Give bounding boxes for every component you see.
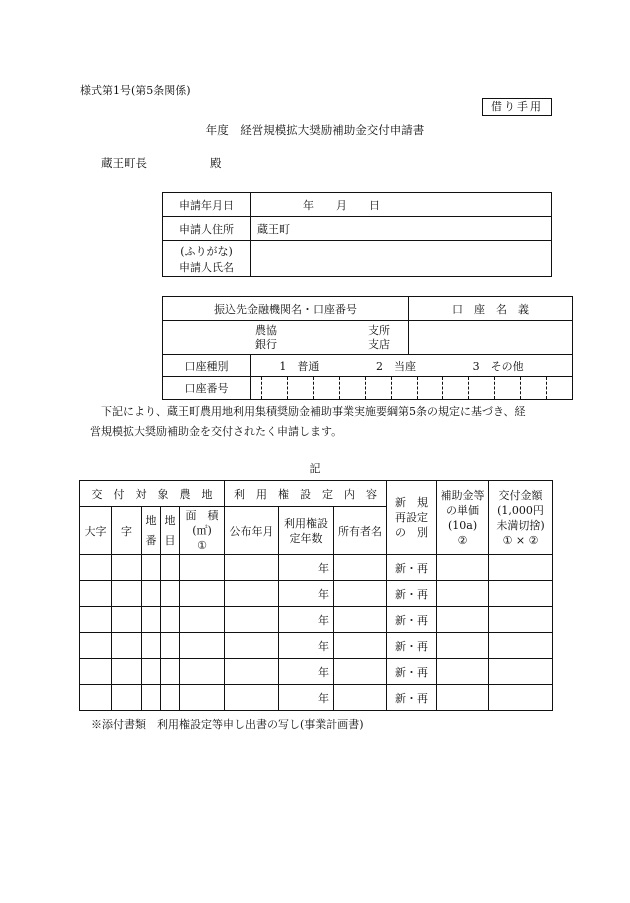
header-date: 公布年月 [225, 507, 279, 555]
account-type-options[interactable] [251, 355, 573, 377]
years-cell[interactable]: 年 [279, 607, 334, 633]
years-cell[interactable]: 年 [279, 659, 334, 685]
header-amount: 交付金額 (1,000円 未満切捨) ① × ② [489, 481, 553, 555]
shiten-text: 支店 [368, 337, 390, 351]
shisho-text: 支所 [368, 323, 390, 337]
badge-borrower: 借り手用 [482, 98, 552, 116]
institution-label: 振込先金融機関名・口座番号 [163, 297, 409, 321]
header-target: 交 付 対 象 農 地 [80, 481, 225, 507]
holder-label: 口 座 名 義 [409, 297, 573, 321]
header-unit-price: 補助金等 の単価 (10a) ② [437, 481, 489, 555]
bank-table [162, 296, 573, 400]
attachment-note: ※添付書類 利用権設定等申し出書の写し(事業計画書) [91, 718, 364, 731]
honorific: 殿 [210, 156, 222, 170]
years-cell[interactable]: 年 [279, 633, 334, 659]
institution-field[interactable] [163, 321, 409, 355]
kind-cell[interactable]: 新・再 [387, 581, 437, 607]
account-number-label: 口座番号 [163, 377, 251, 400]
table-row [80, 659, 553, 685]
holder-field[interactable] [409, 321, 573, 355]
bank-text: 銀行 [255, 337, 277, 351]
header-years: 利用権設 定年数 [279, 507, 334, 555]
header-oaza: 大字 [80, 507, 112, 555]
header-area: 面 積 (㎡) ① [180, 507, 225, 555]
kind-cell[interactable]: 新・再 [387, 659, 437, 685]
account-type-label: 口座種別 [163, 355, 251, 377]
table-row [80, 555, 553, 581]
table-row [80, 607, 553, 633]
notice-text [90, 402, 555, 442]
table-row [80, 685, 553, 711]
addressee: 蔵王町長 [101, 156, 147, 170]
account-number-field[interactable] [251, 377, 573, 400]
years-cell[interactable]: 年 [279, 555, 334, 581]
notice-line-2: 営規模拡大奨励補助金を交付されたく申請します。 [90, 425, 343, 438]
notice-line-1: 下記により、蔵王町農用地利用集積奨励金補助事業実施要綱第5条の規定に基づき、経 [101, 405, 526, 418]
kind-cell[interactable]: 新・再 [387, 633, 437, 659]
ki-heading: 記 [309, 462, 321, 475]
applicant-table [162, 192, 552, 277]
applicant-name-label: 申請人氏名 [179, 260, 234, 274]
name-field[interactable] [251, 241, 552, 277]
table-row [80, 633, 553, 659]
years-cell[interactable]: 年 [279, 685, 334, 711]
farmland-table [79, 480, 553, 711]
table-row [80, 581, 553, 607]
header-right: 利 用 権 設 定 内 容 [225, 481, 387, 507]
header-aza: 字 [112, 507, 142, 555]
address-label: 申請人住所 [163, 217, 251, 241]
years-cell[interactable]: 年 [279, 581, 334, 607]
type-other[interactable]: 3 その他 [472, 359, 524, 373]
kind-cell[interactable]: 新・再 [387, 685, 437, 711]
header-owner: 所有者名 [334, 507, 387, 555]
kind-cell[interactable]: 新・再 [387, 555, 437, 581]
nokyo-text: 農協 [255, 323, 277, 337]
header-chimoku: 地 目 [161, 507, 180, 555]
type-touza[interactable]: 2 当座 [376, 359, 416, 373]
form-number: 様式第1号(第5条関係) [80, 84, 191, 97]
address-field[interactable]: 蔵王町 [251, 217, 552, 241]
date-field[interactable]: 年 月 日 [251, 193, 552, 217]
kind-cell[interactable]: 新・再 [387, 607, 437, 633]
header-chiban: 地 番 [142, 507, 161, 555]
date-label: 申請年月日 [163, 193, 251, 217]
type-futsu[interactable]: 1 普通 [279, 359, 320, 373]
name-label [163, 241, 251, 277]
header-new-kind: 新 規 再設定 の 別 [387, 481, 437, 555]
furigana-label: (ふりがな) [180, 244, 233, 258]
form-title: 年度 経営規模拡大奨励補助金交付申請書 [205, 123, 425, 137]
